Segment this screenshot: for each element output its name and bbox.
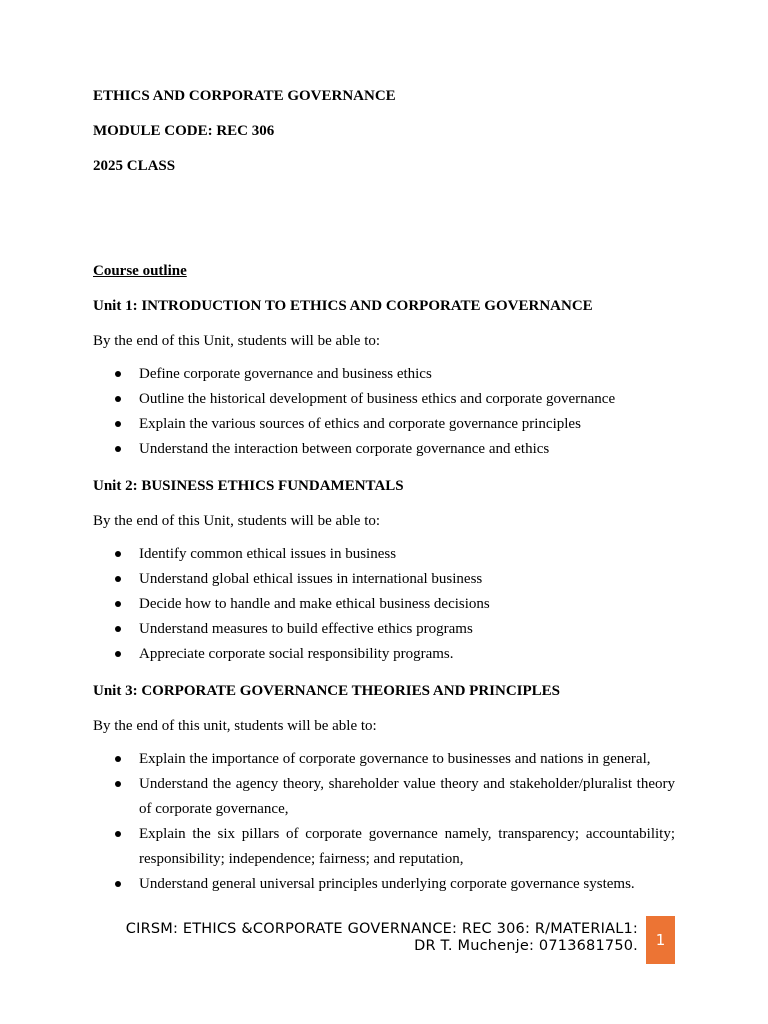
list-item: Decide how to handle and make ethical business decisions bbox=[93, 592, 675, 617]
class-year: 2025 CLASS bbox=[93, 158, 176, 174]
bullet-icon bbox=[115, 576, 121, 582]
list-item: Understand measures to build effective ethics programs bbox=[93, 617, 675, 642]
list-item: Identify common ethical issues in business bbox=[93, 542, 675, 567]
unit-2-title: Unit 2: BUSINESS ETHICS FUNDAMENTALS bbox=[93, 478, 404, 494]
list-item: Appreciate corporate social responsibility programs. bbox=[93, 642, 675, 667]
list-item: Understand general universal principles underlying corporate governance systems. bbox=[93, 872, 675, 897]
page-number-badge: 1 bbox=[646, 916, 675, 964]
bullet-icon bbox=[115, 601, 121, 607]
unit-1-outcomes bbox=[93, 362, 675, 462]
unit-2-intro: By the end of this Unit, students will be able to: bbox=[93, 513, 381, 529]
list-item: Understand global ethical issues in international business bbox=[93, 567, 675, 592]
unit-1-title: Unit 1: INTRODUCTION TO ETHICS AND CORPORATE GOVERNANCE bbox=[93, 298, 593, 314]
unit-2-outcomes bbox=[93, 542, 675, 667]
list-item: Understand the interaction between corporate governance and ethics bbox=[93, 437, 675, 462]
bullet-icon bbox=[115, 881, 121, 887]
list-item: Explain the importance of corporate governance to businesses and nations in general, bbox=[93, 747, 675, 772]
bullet-icon bbox=[115, 371, 121, 377]
bullet-icon bbox=[115, 421, 121, 427]
unit-3-outcomes bbox=[93, 747, 675, 897]
module-code: MODULE CODE: REC 306 bbox=[93, 123, 275, 139]
bullet-icon bbox=[115, 551, 121, 557]
list-item: Define corporate governance and business ethics bbox=[93, 362, 675, 387]
list-item: Understand the agency theory, shareholder value theory and stakeholder/pluralist theory of corporate governance, bbox=[93, 772, 675, 822]
course-outline-heading: Course outline bbox=[93, 263, 187, 279]
page-footer bbox=[100, 921, 638, 955]
bullet-icon bbox=[115, 446, 121, 452]
bullet-icon bbox=[115, 781, 121, 787]
unit-1-intro: By the end of this Unit, students will be able to: bbox=[93, 333, 381, 349]
footer-line-1: CIRSM: ETHICS &CORPORATE GOVERNANCE: REC 306: R/MATERIAL1: bbox=[125, 921, 638, 937]
unit-3-title: Unit 3: CORPORATE GOVERNANCE THEORIES AND PRINCIPLES bbox=[93, 683, 561, 699]
bullet-icon bbox=[115, 831, 121, 837]
footer-line-2: DR T. Muchenje: 0713681750. bbox=[414, 938, 638, 954]
bullet-icon bbox=[115, 396, 121, 402]
course-title: ETHICS AND CORPORATE GOVERNANCE bbox=[93, 88, 396, 104]
bullet-icon bbox=[115, 756, 121, 762]
list-item: Explain the six pillars of corporate governance namely, transparency; accountability; responsibility; independence; fairness; and reputation, bbox=[93, 822, 675, 872]
list-item: Explain the various sources of ethics and corporate governance principles bbox=[93, 412, 675, 437]
list-item: Outline the historical development of business ethics and corporate governance bbox=[93, 387, 675, 412]
unit-3-intro: By the end of this unit, students will be able to: bbox=[93, 718, 377, 734]
bullet-icon bbox=[115, 651, 121, 657]
bullet-icon bbox=[115, 626, 121, 632]
